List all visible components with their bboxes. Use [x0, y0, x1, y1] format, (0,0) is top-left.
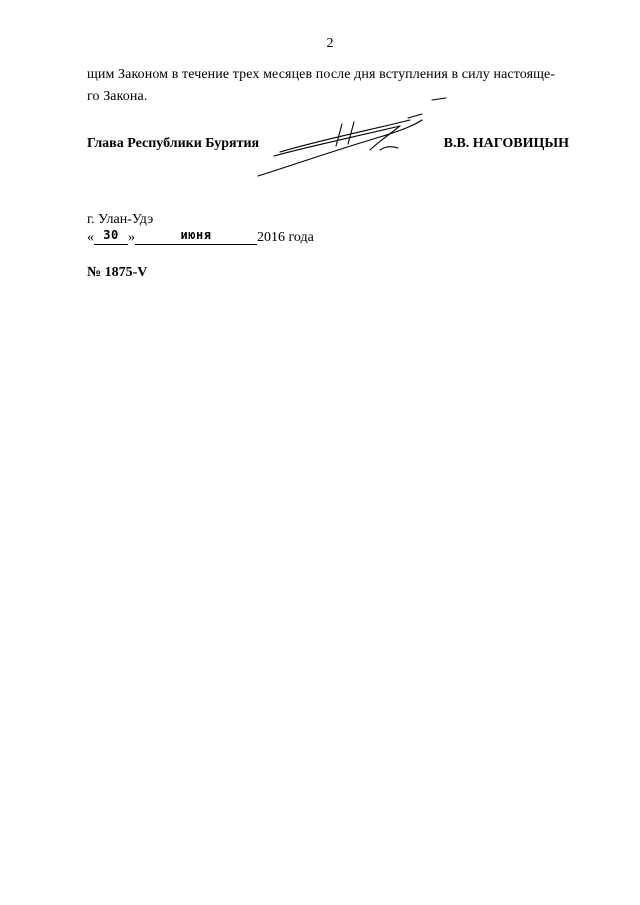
signer-title: Глава Республики Бурятия	[87, 136, 260, 151]
date-month-field	[135, 230, 257, 245]
handwritten-signature	[250, 94, 450, 184]
page-number: 2	[326, 36, 334, 51]
body-line: го Закона.	[87, 89, 148, 104]
signer-name: В.В. НАГОВИЦЫН	[443, 136, 569, 151]
place-of-signing: г. Улан-Удэ	[87, 212, 154, 227]
body-line: щим Законом в течение трех месяцев после дня вступления в силу настояще-	[87, 67, 556, 82]
date-close-quote: »	[128, 230, 135, 245]
signing-date	[87, 230, 314, 250]
date-day: 30	[103, 228, 119, 242]
law-number: № 1875-V	[87, 265, 148, 280]
date-open-quote: «	[87, 230, 94, 245]
date-day-field	[94, 230, 128, 245]
date-month: июня	[180, 228, 212, 242]
date-year: 2016 года	[257, 230, 314, 245]
